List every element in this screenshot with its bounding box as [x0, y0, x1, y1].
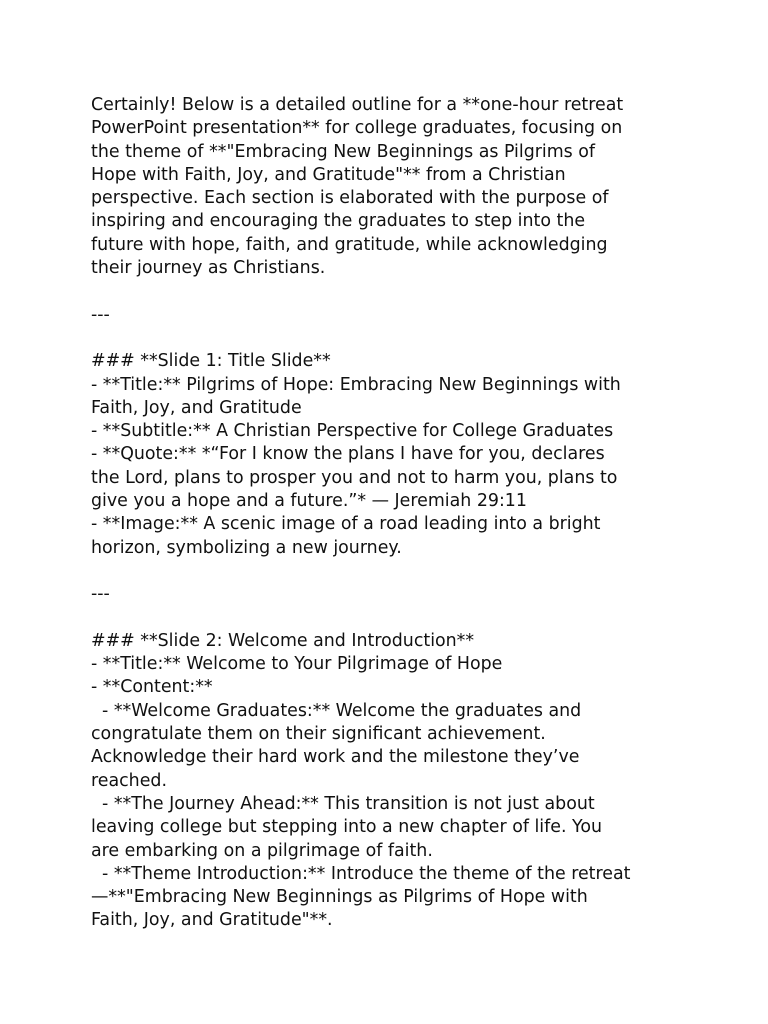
text-line: Acknowledge their hard work and the milestone they’ve — [91, 747, 580, 768]
text-line: congratulate them on their significant achievement. — [91, 724, 546, 745]
text-line: inspiring and encouraging the graduates to step into the — [91, 211, 586, 232]
text-line: - **Theme Introduction:** Introduce the theme of the retreat — [91, 863, 631, 884]
text-line: Hope with Faith, Joy, and Gratitude"** from a Christian — [91, 164, 566, 185]
text-line: PowerPoint presentation** for college graduates, focusing on — [91, 118, 623, 139]
text-line: —**"Embracing New Beginnings as Pilgrims of Hope with — [91, 887, 588, 908]
text-line: - **Image:** A scenic image of a road leading into a bright — [91, 514, 601, 535]
text-line: - **Title:** Welcome to Your Pilgrimage of Hope — [91, 654, 503, 675]
text-line: are embarking on a pilgrimage of faith. — [91, 840, 433, 861]
text-line: future with hope, faith, and gratitude, while acknowledging — [91, 234, 608, 255]
text-line: the Lord, plans to prosper you and not to harm you, plans to — [91, 467, 618, 488]
separator: --- — [91, 304, 110, 325]
slide-1-heading: ### **Slide 1: Title Slide** — [91, 351, 331, 372]
slide-2-section — [91, 630, 691, 933]
text-line: - **Title:** Pilgrims of Hope: Embracing New Beginnings with — [91, 374, 621, 395]
blank-line — [91, 560, 691, 583]
separator: --- — [91, 584, 110, 605]
text-line: give you a hope and a future.”* — Jeremiah 29:11 — [91, 491, 527, 512]
blank-line — [91, 607, 691, 630]
text-line: the theme of **"Embracing New Beginnings as Pilgrims of — [91, 141, 596, 162]
document-body — [91, 94, 691, 933]
text-line: - **The Journey Ahead:** This transition is not just about — [91, 793, 595, 814]
blank-line — [91, 327, 691, 350]
text-line: their journey as Christians. — [91, 258, 326, 279]
slide-1-section — [91, 350, 691, 560]
text-line: - **Quote:** *“For I know the plans I have for you, declares — [91, 444, 605, 465]
blank-line — [91, 280, 691, 303]
text-line: Certainly! Below is a detailed outline for a **one-hour retreat — [91, 95, 624, 115]
text-line: reached. — [91, 770, 167, 791]
intro-paragraph — [91, 94, 691, 280]
text-line: leaving college but stepping into a new chapter of life. You — [91, 817, 602, 838]
text-line: horizon, symbolizing a new journey. — [91, 537, 402, 558]
text-line: - **Subtitle:** A Christian Perspective for College Graduates — [91, 421, 614, 442]
slide-2-heading: ### **Slide 2: Welcome and Introduction** — [91, 630, 475, 651]
text-line: - **Welcome Graduates:** Welcome the graduates and — [91, 700, 582, 721]
text-line: perspective. Each section is elaborated with the purpose of — [91, 188, 609, 209]
text-line: Faith, Joy, and Gratitude"**. — [91, 910, 333, 931]
text-line: Faith, Joy, and Gratitude — [91, 397, 302, 418]
text-line: - **Content:** — [91, 677, 213, 698]
